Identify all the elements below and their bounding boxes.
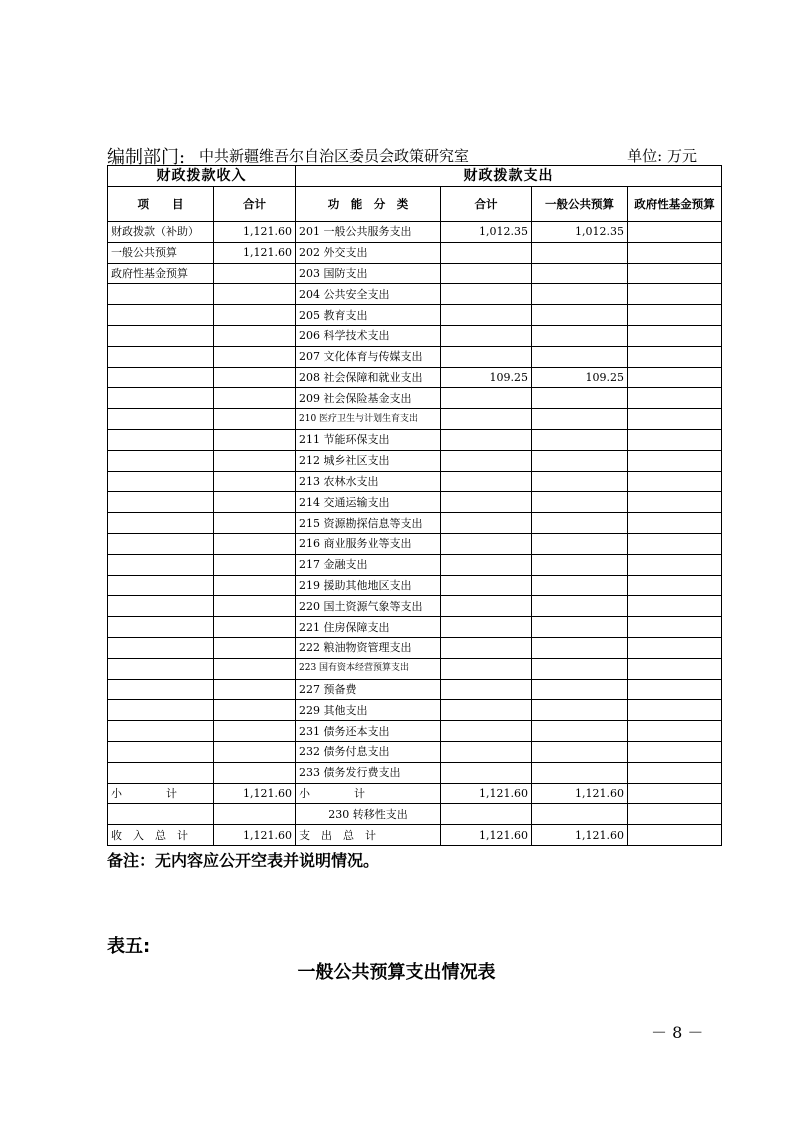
income-item-total [214,679,296,700]
grand-total-row [108,825,722,846]
income-item-label [108,388,214,409]
expense-function-label: 220 国土资源气象等支出 [296,596,441,617]
income-item-total [214,263,296,284]
expense-function-label: 205 教育支出 [296,305,441,326]
table-row [108,554,722,575]
expense-general-value [532,596,628,617]
income-item-total [214,596,296,617]
income-item-total [214,409,296,430]
expense-total-value [441,325,532,346]
table-row [108,533,722,554]
expense-fund-value [628,533,722,554]
expense-group-header: 财政拨款支出 [296,166,722,187]
table-row [108,346,722,367]
expense-total-value [441,762,532,783]
expense-total-value [441,242,532,263]
table-row [108,658,722,679]
income-item-total [214,700,296,721]
expense-function-label: 223 国有资本经营预算支出 [296,658,441,679]
expense-fund-value [628,429,722,450]
income-item-label [108,284,214,305]
expense-general-value [532,741,628,762]
expense-general-value [532,721,628,742]
subtotal-row [108,783,722,804]
expense-fund-value [628,700,722,721]
income-item-label [108,471,214,492]
col-header-general-budget: 一般公共预算 [532,187,628,222]
table-cell [108,804,214,825]
income-item-label [108,409,214,430]
grand-expense-label: 支 出 总 计 [296,825,441,846]
expense-function-label: 210 医疗卫生与计划生育支出 [296,409,441,430]
department-label: 编制部门: [107,147,186,168]
subtotal-income-label: 小 计 [108,783,214,804]
expense-function-label: 221 住房保障支出 [296,617,441,638]
expense-general-value [532,679,628,700]
expense-general-value [532,513,628,534]
expense-fund-value [628,554,722,575]
expense-function-label: 215 资源勘探信息等支出 [296,513,441,534]
expense-fund-value [628,346,722,367]
table-cell [441,804,532,825]
expense-general-value [532,284,628,305]
table-cell [628,804,722,825]
table-row [108,242,722,263]
expense-function-label: 212 城乡社区支出 [296,450,441,471]
income-item-label [108,637,214,658]
expense-function-label: 202 外交支出 [296,242,441,263]
income-item-total [214,346,296,367]
expense-general-value [532,409,628,430]
expense-total-value: 109.25 [441,367,532,388]
expense-total-value [441,617,532,638]
income-item-total [214,305,296,326]
expense-total-value [441,513,532,534]
budget-table [107,165,722,846]
expense-fund-value [628,658,722,679]
expense-function-label: 217 金融支出 [296,554,441,575]
expense-total-value [441,700,532,721]
expense-total-value [441,346,532,367]
expense-general-value [532,492,628,513]
table-row [108,492,722,513]
table-row [108,471,722,492]
expense-total-value [441,596,532,617]
expense-general-value [532,575,628,596]
table-row [108,263,722,284]
income-item-total [214,429,296,450]
income-item-label [108,429,214,450]
income-item-total [214,367,296,388]
income-item-label: 政府性基金预算 [108,263,214,284]
income-item-label [108,721,214,742]
expense-general-value [532,388,628,409]
remark-note: 备注：无内容应公开空表并说明情况。 [107,851,380,870]
income-item-total [214,658,296,679]
expense-function-label: 232 债务付息支出 [296,741,441,762]
expense-general-value [532,450,628,471]
expense-total-value [441,721,532,742]
income-item-total [214,637,296,658]
table-row [108,284,722,305]
table-row [108,305,722,326]
income-item-total: 1,121.60 [214,222,296,243]
expense-general-value [532,658,628,679]
grand-expense-total: 1,121.60 [441,825,532,846]
income-item-total [214,533,296,554]
expense-general-value [532,346,628,367]
expense-function-label: 227 预备费 [296,679,441,700]
table-row [108,741,722,762]
expense-total-value [441,679,532,700]
table-cell [628,825,722,846]
income-item-total [214,513,296,534]
expense-fund-value [628,492,722,513]
expense-total-value [441,658,532,679]
col-header-total: 合计 [214,187,296,222]
table-row [108,721,722,742]
expense-general-value [532,533,628,554]
next-table-title: 一般公共预算支出情况表 [297,962,496,983]
expense-general-value [532,242,628,263]
expense-function-label: 209 社会保险基金支出 [296,388,441,409]
income-item-total [214,388,296,409]
expense-general-value [532,762,628,783]
income-item-total: 1,121.60 [214,242,296,263]
expense-total-value [441,388,532,409]
col-header-total: 合计 [441,187,532,222]
expense-fund-value [628,367,722,388]
income-item-label [108,679,214,700]
expense-fund-value [628,305,722,326]
income-item-total [214,617,296,638]
expense-general-value [532,700,628,721]
expense-function-label: 216 商业服务业等支出 [296,533,441,554]
table-row [108,575,722,596]
transfer-row [108,804,722,825]
table-cell [628,783,722,804]
expense-general-value [532,263,628,284]
expense-fund-value [628,617,722,638]
table-row [108,513,722,534]
next-table-label: 表五: [107,936,151,957]
col-header-fund-budget: 政府性基金预算 [628,187,722,222]
expense-fund-value [628,637,722,658]
income-item-label [108,575,214,596]
expense-fund-value [628,242,722,263]
table-row [108,617,722,638]
income-item-label [108,762,214,783]
subtotal-expense-total: 1,121.60 [441,783,532,804]
expense-general-value: 1,012.35 [532,222,628,243]
income-item-label [108,741,214,762]
income-item-label [108,658,214,679]
income-item-label: 一般公共预算 [108,242,214,263]
table-header-line [107,143,697,168]
income-item-label [108,346,214,367]
expense-fund-value [628,471,722,492]
table-row [108,450,722,471]
table-row [108,679,722,700]
table-row [108,222,722,243]
table-cell [214,804,296,825]
expense-general-value [532,471,628,492]
subtotal-expense-label: 小 计 [296,783,441,804]
table-row [108,596,722,617]
income-item-total [214,554,296,575]
income-group-header: 财政拨款收入 [108,166,296,187]
income-item-total [214,471,296,492]
table-row [108,762,722,783]
expense-total-value [441,637,532,658]
expense-function-label: 222 粮油物资管理支出 [296,637,441,658]
table-row [108,367,722,388]
income-item-label [108,367,214,388]
expense-fund-value [628,263,722,284]
grand-income-total: 1,121.60 [214,825,296,846]
income-item-total [214,721,296,742]
unit-label: 单位: 万元 [627,147,697,165]
expense-function-label: 204 公共安全支出 [296,284,441,305]
expense-total-value [441,492,532,513]
table-row [108,429,722,450]
expense-function-label: 211 节能环保支出 [296,429,441,450]
transfer-expense-label: 230 转移性支出 [296,804,441,825]
grand-expense-general: 1,121.60 [532,825,628,846]
income-item-total [214,325,296,346]
income-item-label [108,554,214,575]
grand-income-label: 收 入 总 计 [108,825,214,846]
income-item-label [108,596,214,617]
expense-total-value: 1,012.35 [441,222,532,243]
expense-function-label: 219 援助其他地区支出 [296,575,441,596]
expense-function-label: 229 其他支出 [296,700,441,721]
expense-total-value [441,409,532,430]
expense-general-value [532,554,628,575]
table-row [108,388,722,409]
expense-fund-value [628,596,722,617]
subtotal-income-total: 1,121.60 [214,783,296,804]
expense-general-value [532,617,628,638]
income-item-label [108,617,214,638]
expense-fund-value [628,741,722,762]
income-item-label [108,305,214,326]
expense-fund-value [628,721,722,742]
expense-general-value [532,429,628,450]
table-cell [532,804,628,825]
expense-function-label: 233 债务发行费支出 [296,762,441,783]
expense-function-label: 231 债务还本支出 [296,721,441,742]
income-item-total [214,575,296,596]
expense-total-value [441,263,532,284]
expense-total-value [441,471,532,492]
expense-total-value [441,429,532,450]
department-name: 中共新疆维吾尔自治区委员会政策研究室 [199,147,470,165]
income-item-total [214,450,296,471]
income-item-total [214,492,296,513]
expense-total-value [441,305,532,326]
table-row [108,700,722,721]
page-number: － 8 － [651,1023,704,1042]
expense-function-label: 214 交通运输支出 [296,492,441,513]
expense-total-value [441,533,532,554]
expense-total-value [441,284,532,305]
expense-function-label: 213 农林水支出 [296,471,441,492]
income-item-label [108,325,214,346]
table-row [108,325,722,346]
expense-fund-value [628,388,722,409]
expense-function-label: 207 文化体育与传媒支出 [296,346,441,367]
income-item-label [108,450,214,471]
income-item-label: 财政拨款（补助） [108,222,214,243]
expense-fund-value [628,513,722,534]
col-header-function: 功 能 分 类 [296,187,441,222]
expense-fund-value [628,222,722,243]
income-item-total [214,762,296,783]
expense-function-label: 201 一般公共服务支出 [296,222,441,243]
subtotal-expense-general: 1,121.60 [532,783,628,804]
expense-fund-value [628,679,722,700]
expense-function-label: 203 国防支出 [296,263,441,284]
expense-general-value [532,637,628,658]
expense-general-value [532,325,628,346]
expense-fund-value [628,762,722,783]
income-item-label [108,533,214,554]
expense-general-value [532,305,628,326]
income-item-total [214,741,296,762]
expense-general-value: 109.25 [532,367,628,388]
expense-fund-value [628,409,722,430]
table-row [108,409,722,430]
expense-total-value [441,450,532,471]
income-item-label [108,492,214,513]
table-row [108,637,722,658]
income-item-label [108,513,214,534]
income-item-total [214,284,296,305]
col-header-item: 项 目 [108,187,214,222]
expense-function-label: 206 科学技术支出 [296,325,441,346]
expense-function-label: 208 社会保障和就业支出 [296,367,441,388]
expense-total-value [441,554,532,575]
income-item-label [108,700,214,721]
expense-total-value [441,575,532,596]
expense-fund-value [628,325,722,346]
expense-fund-value [628,450,722,471]
expense-fund-value [628,575,722,596]
expense-total-value [441,741,532,762]
expense-fund-value [628,284,722,305]
